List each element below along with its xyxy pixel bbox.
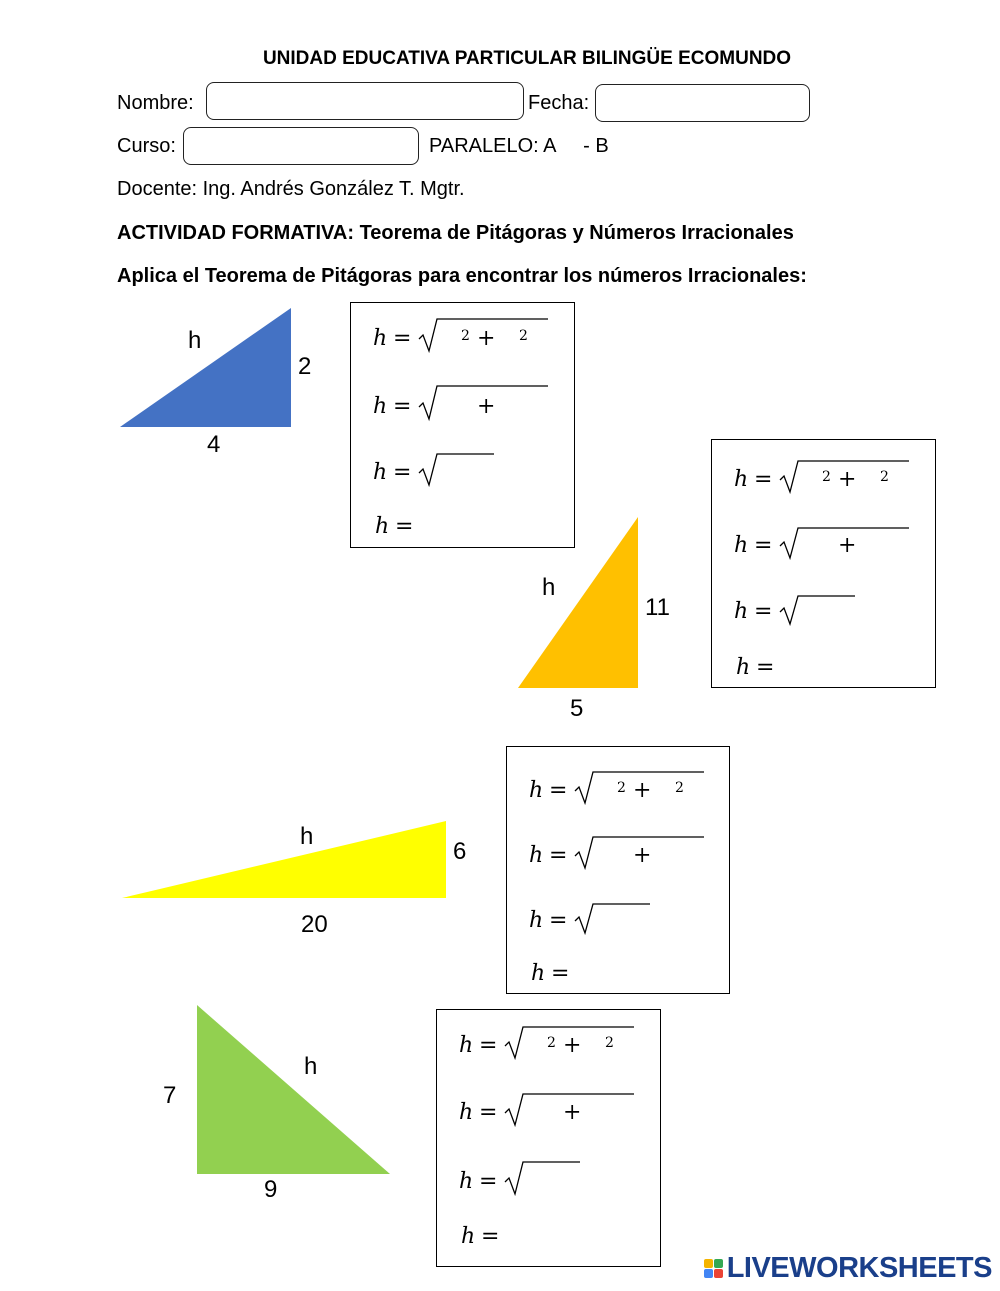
fb3-h2: h: [529, 843, 544, 868]
fb2-eq3: =: [754, 599, 773, 624]
tri3-leg-b: 20: [301, 911, 328, 938]
tri1-hyp: h: [188, 327, 202, 354]
fb2-sq1: 2: [822, 469, 831, 485]
tri4-leg-b: 9: [264, 1176, 278, 1203]
logo-mark-icon: [704, 1259, 723, 1278]
tri3-hyp: h: [300, 823, 314, 850]
fb3-eq1: =: [549, 778, 568, 803]
fb4-sq2: 2: [605, 1035, 614, 1051]
fb2-h3: h: [734, 599, 749, 624]
fb3-eq3: =: [549, 908, 568, 933]
fb3-h3: h: [529, 908, 544, 933]
fb1-plus1: +: [477, 326, 496, 351]
fb1-eq3: =: [393, 460, 412, 485]
fb1-h3: h: [373, 460, 388, 485]
formula-box-3: [506, 746, 730, 994]
fb4-eq2: =: [479, 1100, 498, 1125]
fb1-eq4: =: [395, 514, 414, 539]
tri4-leg-a: 7: [163, 1082, 177, 1109]
curso-label: Curso:: [117, 135, 176, 157]
formula-box-2: [711, 439, 936, 688]
fb1-sq2: 2: [519, 328, 528, 344]
fb2-h4: h: [736, 655, 751, 680]
fb1-plus2: +: [477, 394, 496, 419]
tri1-leg-b: 4: [207, 431, 221, 458]
fb1-h4: h: [375, 514, 390, 539]
fb1-h1: h: [373, 326, 388, 351]
tri4-hyp: h: [304, 1053, 318, 1080]
fb2-plus2: +: [838, 533, 857, 558]
formula-box-1: [350, 302, 575, 548]
tri1-leg-a: 2: [298, 353, 312, 380]
paralelo-label: PARALELO: A - B: [429, 135, 609, 157]
triangle-yellow: [122, 821, 446, 898]
fb1-h2: h: [373, 394, 388, 419]
activity-title: ACTIVIDAD FORMATIVA: Teorema de Pitágoras y Números Irracionales: [117, 222, 794, 244]
fb3-plus2: +: [633, 843, 652, 868]
liveworksheets-logo: [704, 1252, 992, 1285]
fb4-eq3: =: [479, 1169, 498, 1194]
fb1-eq1: =: [393, 326, 412, 351]
fb4-h1: h: [459, 1033, 474, 1058]
fb4-plus1: +: [563, 1033, 582, 1058]
nombre-label: Nombre:: [117, 92, 194, 114]
fb2-plus1: +: [838, 467, 857, 492]
fb4-sq1: 2: [547, 1035, 556, 1051]
fb3-h1: h: [529, 778, 544, 803]
fb2-eq2: =: [754, 533, 773, 558]
school-title: UNIDAD EDUCATIVA PARTICULAR BILINGÜE ECOMUNDO: [262, 48, 792, 69]
fecha-label: Fecha:: [528, 92, 590, 114]
fb4-eq4: =: [481, 1224, 500, 1249]
fb4-h3: h: [459, 1169, 474, 1194]
fb2-h1: h: [734, 467, 749, 492]
fb4-h4: h: [461, 1224, 476, 1249]
fb2-eq1: =: [754, 467, 773, 492]
fb3-eq2: =: [549, 843, 568, 868]
fb2-h2: h: [734, 533, 749, 558]
fb4-h2: h: [459, 1100, 474, 1125]
logo-text: LIVEWORKSHEETS: [726, 1252, 992, 1284]
fb3-h4: h: [531, 961, 546, 986]
fb3-sq2: 2: [675, 780, 684, 796]
fb2-sq2: 2: [880, 469, 889, 485]
fb3-sq1: 2: [617, 780, 626, 796]
tri3-leg-a: 6: [453, 838, 467, 865]
fb2-eq4: =: [756, 655, 775, 680]
fb1-eq2: =: [393, 394, 412, 419]
docente-label: Docente: Ing. Andrés González T. Mgtr.: [117, 178, 465, 200]
fb4-eq1: =: [479, 1033, 498, 1058]
triangle-blue: [120, 308, 291, 427]
tri2-hyp: h: [542, 574, 556, 601]
tri2-leg-a: 11: [645, 594, 670, 621]
fb1-sq1: 2: [461, 328, 470, 344]
fb3-plus1: +: [633, 778, 652, 803]
formula-box-4: [436, 1009, 661, 1267]
fb4-plus2: +: [563, 1100, 582, 1125]
fb3-eq4: =: [551, 961, 570, 986]
tri2-leg-b: 5: [570, 695, 584, 722]
instruction-text: Aplica el Teorema de Pitágoras para encontrar los números Irracionales:: [117, 265, 807, 287]
triangle-green: [197, 1005, 390, 1174]
